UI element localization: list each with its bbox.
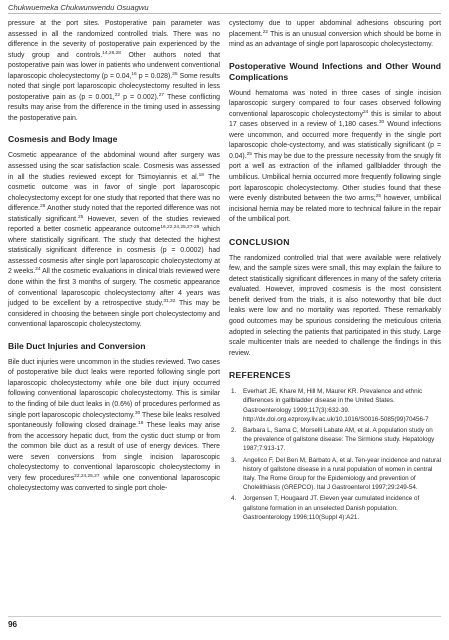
left-column bbox=[8, 19, 220, 495]
citation-superscript: 24 bbox=[35, 267, 41, 273]
paragraph-text: These bile leaks resolved spontaneously following closed drainage. bbox=[8, 411, 220, 430]
paragraph-text: Wound infections were uncommon, and occurred more frequently in the single port laparoscopic chole-cystectomy, and was statistically significant (p = 0.04). bbox=[229, 121, 441, 160]
reference-item bbox=[229, 426, 441, 454]
paragraph-text: Bile duct injuries were uncommon in the studies reviewed. Two cases of postoperative bile duct leaks were reported following single port laparoscopic cholecystectomy while one bile duct injury occurred following conventional laparoscopic cholecystectomy. This is similar to the finding of bile duct leaks in (0.6%) of procedures performed as single port laparoscopic cholecystectomy. bbox=[8, 358, 220, 419]
paragraph-wound-infections bbox=[229, 89, 441, 226]
paragraph-text: This is an unusual conversion which should be borne in mind as an advantage of single port laparoscopic cholecystectomy. bbox=[229, 30, 441, 49]
citation-superscript: 30 bbox=[134, 410, 141, 416]
page-number: 96 bbox=[8, 620, 18, 629]
footer-rule bbox=[8, 616, 441, 617]
paragraph-cosmesis bbox=[8, 151, 220, 330]
citation-superscript: 16 bbox=[131, 71, 137, 77]
citation-superscript: 26 bbox=[40, 204, 46, 210]
reference-number: 2. bbox=[231, 427, 237, 435]
paragraph-text: Other authors noted that postoperative pain was lower in patients who underwent conventional laparoscopic cholecystectomy (p = 0.04, bbox=[8, 51, 220, 80]
paragraph-text: These leaks may arise from the accessory hepatic duct, from the cystic duct stump or from the common bile duct as a result of use of energy devices. There were seven conversions from single incision laparoscopic cholecystectomy to conventional laparoscopic cholecystectomy in very few procedures bbox=[8, 422, 220, 482]
running-head: Chukwuemeka Chukwunwendu Osuagwu bbox=[8, 3, 149, 12]
paragraph-text: which where statistically significant. The study that detected the highest statistically significant difference in cosmesis (p = 0.0002) had assessed cosmesis after single port laparoscopic cholecystectomy at 2 weeks. bbox=[8, 226, 220, 276]
paragraph-text: This may be due to the pressure necessity from the snugly fit port a well as extraction of the inflamed gallbladder through the umbilicus. Umbilical hernia occurred more frequently following single port laparoscopic cholecystectomy. Other studies found that these were evenly distributed between the two arms; bbox=[229, 152, 441, 203]
reference-list bbox=[229, 387, 441, 522]
citation-superscript: 24 bbox=[362, 109, 369, 115]
heading-cosmesis: Cosmesis and Body Image bbox=[8, 134, 118, 145]
heading-conclusion: CONCLUSION bbox=[229, 236, 290, 247]
paragraph-text: p = 0.028). bbox=[136, 72, 173, 80]
citation-superscript: 22,24,25,27 bbox=[74, 473, 100, 479]
citation-superscript: 25 bbox=[375, 194, 382, 200]
citation-superscript: 22 bbox=[114, 92, 120, 98]
paragraph-conversion bbox=[229, 19, 441, 51]
paragraph-text: Some results noted that single port laparoscopic cholecystectomy resulted in less postoperative pain as (p = 0.001, bbox=[8, 72, 220, 101]
paragraph-text: while one conventional laparoscopic cholecystectomy was converted to single port chole- bbox=[8, 474, 220, 493]
heading-references: REFERENCES bbox=[229, 370, 291, 381]
heading-wound-infections: Postoperative Wound Infections and Other Wound Complications bbox=[229, 60, 441, 82]
right-column bbox=[229, 19, 441, 524]
citation-superscript: 25 bbox=[246, 151, 252, 157]
paragraph-text: These conflicting results may arise from the difference in the timing used in assessing the postoperative pain. bbox=[8, 93, 220, 122]
citation-superscript: 25 bbox=[172, 71, 178, 77]
reference-number: 4. bbox=[231, 495, 237, 503]
paragraph-pain bbox=[8, 19, 220, 124]
paragraph-text: cystectomy due to upper abdominal adhesions obscuring port placement. bbox=[229, 20, 441, 38]
paragraph-text: Cosmetic appearance of the abdominal wound after surgery was assessed using the scar satisfaction scale. Cosmesis was assessed in all the studies reviewed except for Tsimoyiannis et al. bbox=[8, 152, 220, 181]
citation-superscript: 18 bbox=[138, 421, 144, 427]
paragraph-text: This may be considered in choosing the between single port cholecystectomy and conventional laparoscopic cholecystectomy. bbox=[8, 300, 220, 329]
paragraph-text: this is similar to about 17 cases observed in a review of 1,180 cases. bbox=[229, 110, 441, 129]
paragraph-text: However, seven of the studies reviewed reported a better cosmetic appearance outcome bbox=[8, 215, 220, 234]
reference-text: Everhart JE, Khare M, Hill M, Maurer KR. Prevalence and ethnic differences in gallbladder disease in the United States. Gastroenterology 1999;117(3):632-39. http://dx.doi.org.ezproxy.liv.ac.uk/10.1016/S0016-5085(99)70456-7 bbox=[243, 388, 429, 423]
paragraph-text: pressure at the port sites. Postoperative pain parameter was assessed in all the randomized controlled trials. There was no difference in the severity of postoperative pain experienced by the study group and controls. bbox=[8, 20, 220, 59]
paragraph-text: p = 0.002). bbox=[120, 93, 159, 101]
reference-text: Angelico F, Del Ben M, Barbato A, et al. Ten-year incidence and natural history of gallstone disease in a rural population of women in central Italy. The Rome Group for the Epidemiology and prevention of Cholelithiasis (GREPCO). Ital J Gastroenterol 1997;29:249-54. bbox=[243, 456, 442, 492]
citation-superscript: 25 bbox=[78, 214, 84, 220]
paragraph-text: however, umbilical incisional hernia may be related more to technical failure in the repair of the umbilical port. bbox=[229, 195, 442, 224]
paragraph-text: Wound hematoma was noted in three cases of single incision laparoscopic surgery compared to four cases observed following conventional laparoscopic cholecystectomy bbox=[229, 89, 441, 118]
reference-item bbox=[229, 494, 441, 522]
paragraph-bile-duct bbox=[8, 358, 220, 495]
reference-item bbox=[229, 387, 441, 424]
reference-item bbox=[229, 456, 441, 493]
paragraph-text: All the cosmetic evaluations in clinical trials reviewed were done within the first 3 months of surgery. The cosmetic appearance of conventional laparoscopic cholecystectomy after 4 years was judged to be excellent by a retrospective study. bbox=[8, 268, 220, 308]
reference-text: Barbara L, Sama C, Morselli Labate AM, et al. A population study on the prevalence of gallstone disease: The Sirmione study. Hepatology 1987;7:913-17. bbox=[243, 427, 435, 453]
citation-superscript: 16,22,24,25,27-29 bbox=[160, 225, 200, 231]
heading-bile-duct: Bile Duct Injuries and Conversion bbox=[8, 340, 146, 351]
citation-superscript: 30 bbox=[378, 120, 385, 126]
reference-text: Jorgensen T, Hougaard JT. Eleven year cumulated incidence of gallstone formation in an unselected Danish population. Gastroenterology 1996;110(Suppl 4):A21. bbox=[243, 495, 420, 521]
paragraph-text: The randomized controlled trial that were available were relatively few, and the sample sizes were small, this may explain the failure to detect statistically significant differences in many of the safety criteria evaluated. However, improved cosmesis is the most consistent benefit derived from the trials, it is also noteworthy that bile duct leaks were low and no mortality was reported. These remarkably good outcomes may be spurious considering the meticulous criteria adopted in selecting the patients that participated in this study. Large scale multicenter trials are needed to challenge the findings in this review. bbox=[229, 254, 441, 357]
paragraph-text: The cosmetic outcome was in favor of single port laparoscopic cholecystectomy except for one study that reported that there was no difference. bbox=[8, 173, 220, 213]
citation-superscript: 18 bbox=[198, 172, 204, 178]
paragraph-conclusion bbox=[229, 254, 441, 359]
citation-superscript: 31,32 bbox=[163, 299, 176, 305]
citation-superscript: 14,26,28 bbox=[102, 50, 121, 56]
header-rule bbox=[8, 13, 441, 14]
citation-superscript: 27 bbox=[158, 92, 165, 98]
paragraph-text: Another study noted that the reported difference was not statistically significant. bbox=[8, 205, 220, 223]
reference-number: 3. bbox=[231, 456, 237, 464]
citation-superscript: 22 bbox=[262, 29, 269, 35]
reference-number: 1. bbox=[231, 388, 237, 396]
